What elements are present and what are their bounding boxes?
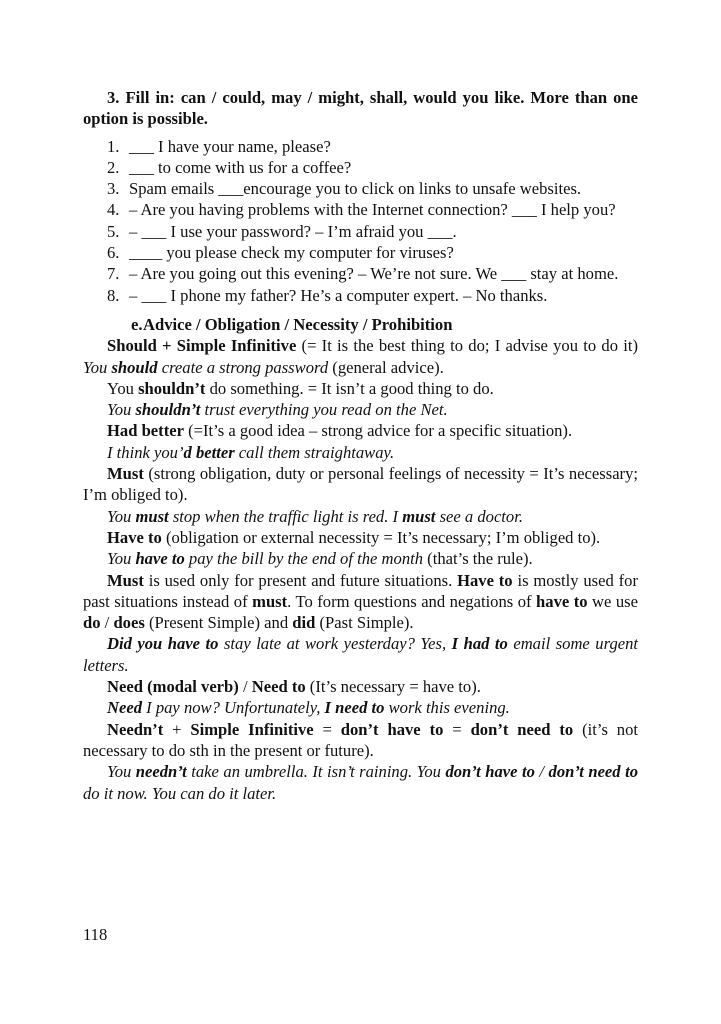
text-run: =	[313, 719, 341, 739]
text-run: You	[107, 400, 136, 420]
example-had-better	[83, 442, 638, 463]
exercise-item	[83, 136, 638, 157]
text-run: (Present Simple) and	[144, 613, 293, 633]
text-run: I need to	[324, 698, 385, 718]
exercise-title	[83, 87, 638, 130]
text-run: see a doctor.	[435, 506, 523, 526]
text-run: Need	[107, 698, 143, 718]
text-run: 3.	[107, 179, 120, 199]
text-run: shouldn’t	[135, 400, 201, 420]
text-run: 7.	[107, 264, 120, 284]
rule-neednt	[83, 719, 638, 762]
rule-must-vs-have-to	[83, 570, 638, 634]
text-run: don’t need to	[470, 719, 574, 739]
text-run: Must	[107, 570, 144, 590]
text-run: we use	[587, 591, 638, 611]
text-run: Simple Infinitive	[190, 719, 314, 739]
example-have-to	[83, 548, 638, 569]
section-title: Advice / Obligation / Necessity / Prohibition	[143, 314, 453, 334]
text-run: Must	[107, 464, 144, 484]
exercise-item	[83, 221, 638, 242]
text-run: have to	[536, 591, 588, 611]
rule-have-to	[83, 527, 638, 548]
rule-had-better	[83, 420, 638, 441]
text-run: 5.	[107, 221, 120, 241]
example-neednt	[83, 761, 638, 804]
section-heading	[83, 314, 638, 335]
text-run: Need to	[251, 677, 306, 697]
text-run: Had better	[107, 421, 184, 441]
text-run: Spam emails ___encourage you to click on links to unsafe websites.	[129, 179, 582, 199]
text-run: is used only for present and future situations.	[143, 570, 458, 590]
text-run: ____ you please check my computer for viruses?	[129, 243, 454, 263]
text-run: You	[107, 378, 139, 398]
example-had-to	[83, 633, 638, 676]
text-run: I think you’	[107, 442, 184, 462]
exercise-item	[83, 178, 638, 199]
exercise-item	[83, 157, 638, 178]
text-run: (It’s necessary = have to).	[305, 677, 481, 697]
rule-shouldnt	[83, 378, 638, 399]
text-run: /	[238, 677, 252, 697]
text-run: (=It’s a good idea – strong advice for a specific situation).	[183, 421, 573, 441]
text-run: /	[100, 613, 114, 633]
text-run: =	[443, 719, 471, 739]
text-run: – Are you having problems with the Internet connection? ___ I help you?	[129, 200, 616, 220]
text-run: take an umbrella. It isn’t raining. You	[186, 762, 446, 782]
page-number: 118	[83, 925, 108, 944]
text-run: email some urgent letters.	[83, 634, 639, 675]
example-need	[83, 697, 638, 718]
exercise-item	[83, 199, 638, 220]
text-run: Have to	[457, 570, 513, 590]
text-run: Have to	[107, 527, 162, 547]
example-must	[83, 506, 638, 527]
text-run: call them straightaway.	[234, 442, 395, 462]
text-run: work this evening.	[384, 698, 510, 718]
text-run: d better	[183, 442, 235, 462]
text-run: Needn’t	[107, 719, 164, 739]
text-run: pay the bill by the end of the month	[184, 549, 424, 569]
text-run: should	[111, 357, 158, 377]
text-run: 1.	[107, 136, 120, 156]
text-run: must	[252, 591, 288, 611]
text-run: don’t have to	[445, 762, 535, 782]
exercise-number: 3.	[107, 88, 120, 107]
exercise-item	[83, 242, 638, 263]
text-run: ___ to come with us for a coffee?	[129, 157, 352, 177]
text-run: You	[107, 506, 136, 526]
text-run: (obligation or external necessity = It’s necessary; I’m obliged to).	[161, 527, 601, 547]
text-run: stop when the traffic light is red. I	[168, 506, 403, 526]
text-run: does	[113, 613, 145, 633]
rule-must	[83, 463, 638, 506]
text-run: trust everything you read on the Net.	[200, 400, 448, 420]
text-run: (general advice).	[328, 357, 444, 377]
text-run: 6.	[107, 243, 120, 263]
text-run: You	[107, 762, 136, 782]
text-run: – ___ I phone my father? He’s a computer expert. – No thanks.	[129, 285, 548, 305]
text-run: do	[83, 613, 101, 633]
text-run: don’t need to	[548, 762, 638, 782]
text-run: do it now. You can do it later.	[83, 783, 277, 803]
text-run: Need (modal verb)	[107, 677, 239, 697]
text-run: You	[83, 357, 112, 377]
text-run: don’t have to	[340, 719, 444, 739]
text-run: . To form questions and negations of	[287, 591, 537, 611]
text-run: (= It is the best thing to do; I advise you to do it)	[296, 336, 638, 356]
text-run: shouldn’t	[138, 378, 206, 398]
text-run: (Past Simple).	[315, 613, 414, 633]
text-run: is mostly used for past situations instead of	[83, 570, 638, 611]
text-run: have to	[135, 549, 185, 569]
text-run: must	[135, 506, 169, 526]
rule-should	[83, 335, 638, 378]
text-run: must	[402, 506, 436, 526]
text-run: 4.	[107, 200, 120, 220]
exercise-items	[83, 136, 638, 306]
text-run: Should + Simple Infinitive	[107, 336, 297, 356]
text-run: ___ I have your name, please?	[129, 136, 331, 156]
text-run: (that’s the rule).	[423, 549, 533, 569]
text-run: did	[292, 613, 316, 633]
example-shouldnt	[83, 399, 638, 420]
text-run: +	[163, 719, 191, 739]
text-run: create a strong password	[157, 357, 329, 377]
page-content	[83, 87, 638, 804]
text-run: (it’s not necessary to do sth in the present or future).	[83, 719, 638, 760]
text-run: needn’t	[135, 762, 187, 782]
text-run: /	[534, 762, 549, 782]
text-run: do something. = It isn’t a good thing to do.	[205, 378, 494, 398]
text-run: stay late at work yesterday? Yes,	[218, 634, 452, 654]
text-run: – ___ I use your password? – I’m afraid you ___.	[129, 221, 457, 241]
rule-need	[83, 676, 638, 697]
text-run: Did you have to	[107, 634, 219, 654]
section-letter: e.	[131, 314, 143, 334]
text-run: I pay now? Unfortunately,	[142, 698, 325, 718]
exercise-instruction: Fill in: can / could, may / might, shall, would you like. More than one option is possible.	[83, 88, 638, 129]
text-run: 8.	[107, 285, 120, 305]
text-run: You	[107, 549, 136, 569]
text-run: I had to	[451, 634, 508, 654]
text-run: (strong obligation, duty or personal feelings of necessity = It’s necessary; I’m obliged to).	[83, 464, 638, 505]
text-run: 2.	[107, 157, 120, 177]
exercise-item	[83, 263, 638, 284]
exercise-item	[83, 285, 638, 306]
text-run: – Are you going out this evening? – We’re not sure. We ___ stay at home.	[129, 264, 619, 284]
